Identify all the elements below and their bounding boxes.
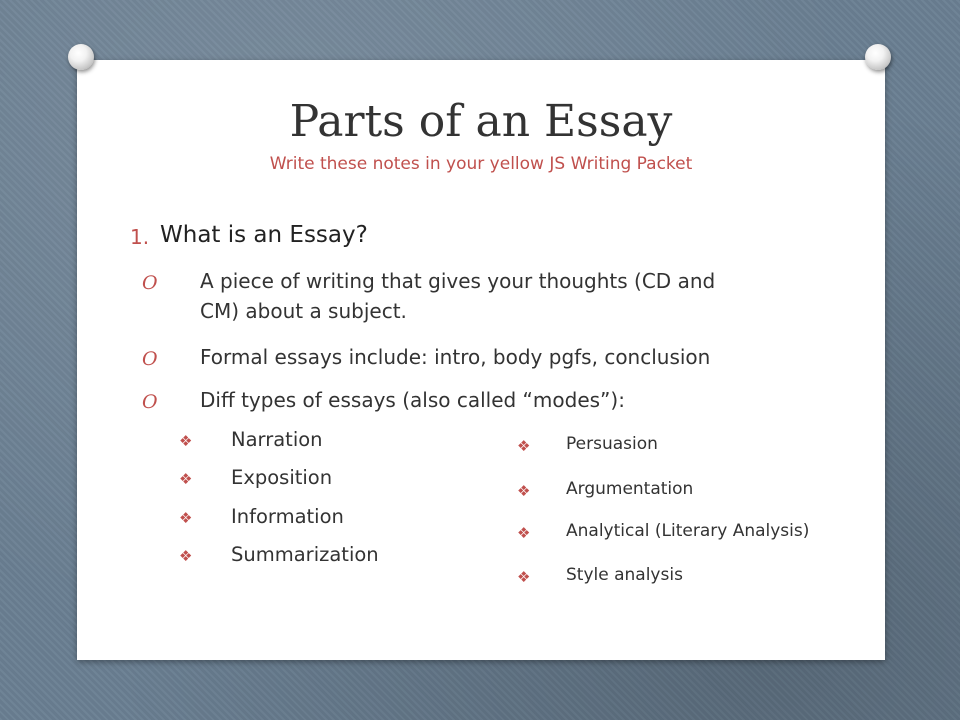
- bullet-line: A piece of writing that gives your thoughts (CD and: [200, 269, 716, 293]
- bullet-item-formal-essays: [200, 342, 710, 372]
- pushpin-icon: [865, 44, 891, 70]
- diamond-bullet-icon: ❖: [517, 568, 531, 586]
- mode-item: Summarization: [231, 543, 379, 566]
- bullet-marker-icon: O: [142, 391, 158, 413]
- diamond-bullet-icon: ❖: [517, 524, 531, 542]
- bullet-line: Formal essays include: intro, body pgfs, conclusion: [200, 345, 711, 369]
- diamond-bullet-icon: ❖: [517, 482, 531, 500]
- bullet-item-essay-types: [200, 385, 625, 415]
- mode-item: Argumentation: [566, 479, 694, 499]
- diamond-bullet-icon: ❖: [179, 432, 193, 450]
- bullet-line: CM) about a subject.: [200, 299, 407, 323]
- mode-item: Information: [231, 505, 344, 528]
- bullet-line: Diff types of essays (also called “modes”):: [200, 388, 625, 412]
- bullet-marker-icon: O: [142, 272, 158, 294]
- mode-item: Persuasion: [566, 434, 658, 454]
- mode-item: Style analysis: [566, 565, 683, 585]
- diamond-bullet-icon: ❖: [179, 509, 193, 527]
- slide-subtitle: Write these notes in your yellow JS Writing Packet: [269, 154, 693, 174]
- pushpin-icon: [68, 44, 94, 70]
- question-text: What is an Essay?: [160, 222, 368, 248]
- mode-item: Narration: [231, 428, 323, 451]
- mode-item: Exposition: [231, 466, 333, 489]
- bullet-marker-icon: O: [142, 348, 158, 370]
- diamond-bullet-icon: ❖: [179, 470, 193, 488]
- diamond-bullet-icon: ❖: [517, 437, 531, 455]
- bullet-item-definition: [200, 266, 715, 326]
- diamond-bullet-icon: ❖: [179, 547, 193, 565]
- question-number: 1.: [130, 225, 150, 249]
- mode-item: Analytical (Literary Analysis): [566, 521, 810, 541]
- slide-title: Parts of an Essay: [289, 96, 673, 147]
